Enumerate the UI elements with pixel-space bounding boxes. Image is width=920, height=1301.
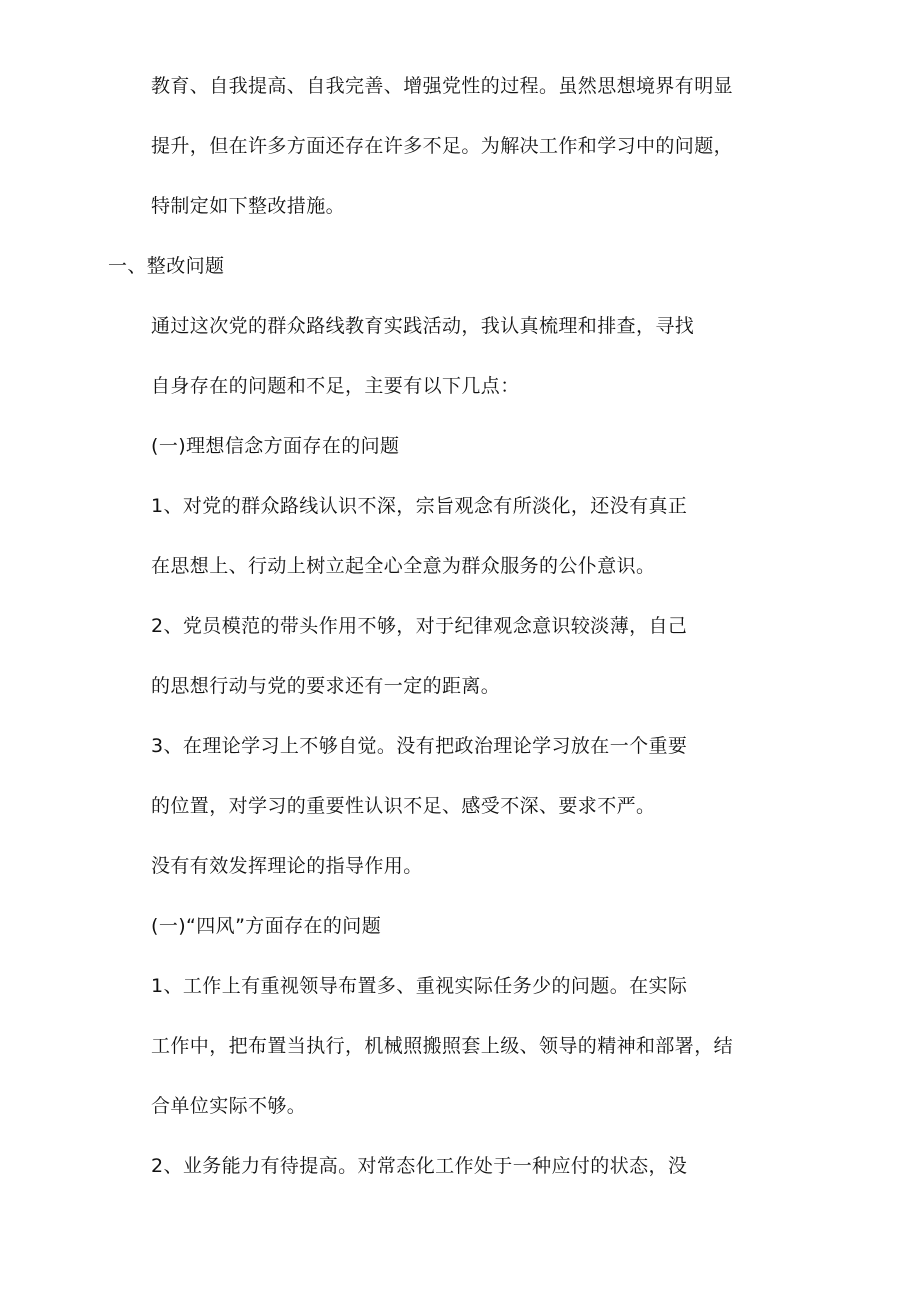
paragraph-line: 自身存在的问题和不足，主要有以下几点： (151, 375, 520, 397)
list-item-line: 在思想上、行动上树立起全心全意为群众服务的公仆意识。 (151, 555, 656, 577)
list-item-line: 3、在理论学习上不够自觉。没有把政治理论学习放在一个重要 (151, 735, 688, 757)
subsection-heading: (一)“四风”方面存在的问题 (151, 915, 382, 937)
list-item-line: 的思想行动与党的要求还有一定的距离。 (151, 675, 501, 697)
list-item-line: 工作中，把布置当执行，机械照搬照套上级、领导的精神和部署，结 (151, 1035, 734, 1057)
paragraph-line: 通过这次党的群众路线教育实践活动，我认真梳理和排查，寻找 (151, 315, 695, 337)
list-item-line: 2、党员模范的带头作用不够，对于纪律观念意识较淡薄，自己 (151, 615, 688, 637)
list-item-line: 1、对党的群众路线认识不深，宗旨观念有所淡化，还没有真正 (151, 495, 688, 517)
list-item-line: 没有有效发挥理论的指导作用。 (151, 855, 423, 877)
list-item-line: 合单位实际不够。 (151, 1095, 307, 1117)
paragraph-line: 特制定如下整改措施。 (151, 195, 346, 217)
paragraph-line: 提升，但在许多方面还存在许多不足。为解决工作和学习中的问题， (151, 135, 734, 157)
section-heading: 一、整改问题 (108, 255, 225, 277)
paragraph-line: 教育、自我提高、自我完善、增强党性的过程。虽然思想境界有明显 (151, 75, 734, 97)
list-item-line: 的位置，对学习的重要性认识不足、感受不深、要求不严。 (151, 795, 656, 817)
list-item-line: 2、业务能力有待提高。对常态化工作处于一种应付的状态，没 (151, 1155, 688, 1177)
list-item-line: 1、工作上有重视领导布置多、重视实际任务少的问题。在实际 (151, 975, 688, 997)
subsection-heading: (一)理想信念方面存在的问题 (151, 435, 400, 457)
